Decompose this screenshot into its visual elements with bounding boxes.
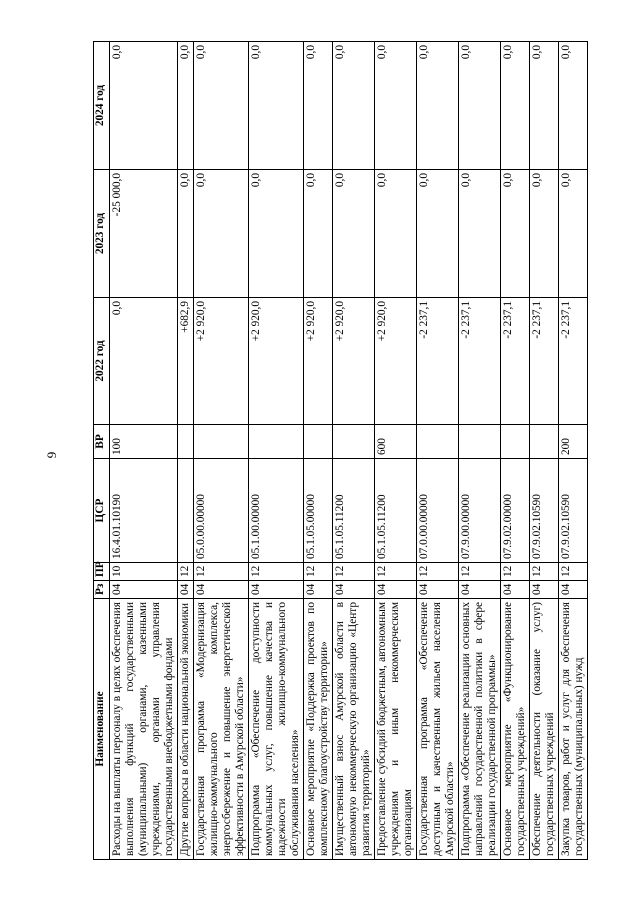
table-header-row [94, 42, 110, 860]
cell-2022: -2 237,1 [530, 298, 559, 425]
cell-vr [304, 425, 333, 459]
cell-csr: 07.9.02.10590 [530, 459, 559, 563]
table-frame [93, 42, 593, 860]
cell-2022: +2 920,0 [194, 298, 249, 425]
cell-csr [178, 459, 194, 563]
cell-csr: 05.1.05.00000 [304, 459, 333, 563]
cell-rz: 04 [530, 581, 559, 599]
cell-csr: 16.4.01.10190 [110, 459, 178, 563]
cell-pr: 12 [375, 563, 417, 581]
cell-rz: 04 [501, 581, 530, 599]
cell-name: Государственная программа «Модернизация жилищно-коммунального комплекса, энергосбережение и повышение энергетической эффективности в Амурской области» [194, 599, 249, 860]
cell-pr: 12 [417, 563, 459, 581]
cell-name: Основное мероприятие «Поддержка проектов по комплексному благоустройству территории» [304, 599, 333, 860]
cell-2022: +2 920,0 [333, 298, 375, 425]
cell-2024: 0,0 [530, 42, 559, 170]
cell-2024: 0,0 [459, 42, 501, 170]
cell-vr [417, 425, 459, 459]
cell-2023: 0,0 [501, 170, 530, 298]
cell-rz: 04 [417, 581, 459, 599]
cell-2022: -2 237,1 [417, 298, 459, 425]
cell-rz: 04 [110, 581, 178, 599]
table-row [110, 42, 178, 860]
cell-vr: 100 [110, 425, 178, 459]
cell-rz: 04 [375, 581, 417, 599]
cell-name: Государственная программа «Обеспечение доступным и качественным жильем населения Амурской области» [417, 599, 459, 860]
cell-csr: 07.9.02.00000 [501, 459, 530, 563]
cell-2024: 0,0 [501, 42, 530, 170]
cell-2024: 0,0 [249, 42, 304, 170]
cell-name: Имущественный взнос Амурской области в автономную некоммерческую организацию «Центр развития территорий» [333, 599, 375, 860]
cell-rz: 04 [459, 581, 501, 599]
cell-name: Закупка товаров, работ и услуг для обеспечения государственных (муниципальных) нужд [559, 599, 588, 860]
cell-pr: 12 [333, 563, 375, 581]
cell-2024: 0,0 [417, 42, 459, 170]
table-row [559, 42, 588, 860]
table-row [194, 42, 249, 860]
cell-pr: 12 [459, 563, 501, 581]
cell-name: Подпрограмма «Обеспечение реализации основных направлений государственной политики в сфере реализации государственной программы» [459, 599, 501, 860]
cell-rz: 04 [333, 581, 375, 599]
table-body [110, 42, 588, 860]
cell-vr [178, 425, 194, 459]
cell-csr: 07.9.00.00000 [459, 459, 501, 563]
cell-name: Основное мероприятие «Функционирование государственных учреждений» [501, 599, 530, 860]
cell-2023: 0,0 [333, 170, 375, 298]
cell-2023: 0,0 [249, 170, 304, 298]
rotated-table-wrapper [93, 42, 593, 860]
cell-rz: 04 [249, 581, 304, 599]
page-number: 9 [44, 451, 59, 459]
header-rz: Рз [94, 581, 110, 599]
header-name: Наименование [94, 599, 110, 860]
cell-2022: +2 920,0 [304, 298, 333, 425]
cell-vr: 200 [559, 425, 588, 459]
cell-2023: 0,0 [459, 170, 501, 298]
cell-2022: +682,9 [178, 298, 194, 425]
cell-rz: 04 [304, 581, 333, 599]
cell-pr: 12 [304, 563, 333, 581]
cell-2022: +2 920,0 [375, 298, 417, 425]
cell-2022: +2 920,0 [249, 298, 304, 425]
cell-2023: 0,0 [178, 170, 194, 298]
cell-name: Предоставление субсидий бюджетным, автономным учреждениям и иным некоммерческим организациям [375, 599, 417, 860]
header-2024: 2024 год [94, 42, 110, 170]
cell-rz: 04 [559, 581, 588, 599]
budget-table [93, 41, 588, 860]
cell-2023: 0,0 [559, 170, 588, 298]
table-row [249, 42, 304, 860]
cell-2024: 0,0 [333, 42, 375, 170]
cell-vr [249, 425, 304, 459]
table-row [375, 42, 417, 860]
cell-vr [530, 425, 559, 459]
cell-pr: 12 [530, 563, 559, 581]
cell-2023: 0,0 [304, 170, 333, 298]
cell-pr: 12 [559, 563, 588, 581]
cell-2024: 0,0 [375, 42, 417, 170]
cell-vr [501, 425, 530, 459]
cell-2024: 0,0 [559, 42, 588, 170]
table-row [417, 42, 459, 860]
cell-vr: 600 [375, 425, 417, 459]
cell-2022: -2 237,1 [559, 298, 588, 425]
cell-2023: 0,0 [194, 170, 249, 298]
cell-vr [333, 425, 375, 459]
table-row [459, 42, 501, 860]
cell-2023: 0,0 [530, 170, 559, 298]
cell-pr: 12 [249, 563, 304, 581]
cell-2022: 0,0 [110, 298, 178, 425]
cell-2022: -2 237,1 [459, 298, 501, 425]
table-row [501, 42, 530, 860]
cell-2024: 0,0 [110, 42, 178, 170]
header-pr: ПР [94, 563, 110, 581]
cell-2022: -2 237,1 [501, 298, 530, 425]
table-row [178, 42, 194, 860]
cell-csr: 05.1.05.11200 [375, 459, 417, 563]
cell-2024: 0,0 [304, 42, 333, 170]
cell-pr: 12 [194, 563, 249, 581]
cell-vr [459, 425, 501, 459]
cell-csr: 07.9.02.10590 [559, 459, 588, 563]
cell-2024: 0,0 [178, 42, 194, 170]
cell-2023: -25 000,0 [110, 170, 178, 298]
table-row [530, 42, 559, 860]
table-row [304, 42, 333, 860]
cell-rz: 04 [194, 581, 249, 599]
cell-vr [194, 425, 249, 459]
cell-csr: 07.0.00.00000 [417, 459, 459, 563]
cell-pr: 10 [110, 563, 178, 581]
cell-csr: 05.1.00.00000 [249, 459, 304, 563]
cell-csr: 05.1.05.11200 [333, 459, 375, 563]
cell-name: Другие вопросы в области национальной экономики [178, 599, 194, 860]
header-csr: ЦСР [94, 459, 110, 563]
cell-name: Обеспечение деятельности (оказание услуг) государственных учреждений [530, 599, 559, 860]
cell-2023: 0,0 [417, 170, 459, 298]
cell-pr: 12 [178, 563, 194, 581]
cell-name: Расходы на выплаты персоналу в целях обеспечения выполнения функций государственными (муниципальными) органами, казенными учреждениями, органами управления государственными внебюджетными фондами [110, 599, 178, 860]
cell-name: Подпрограмма «Обеспечение доступности коммунальных услуг, повышение качества и надежности жилищно-коммунального обслуживания населения» [249, 599, 304, 860]
cell-2023: 0,0 [375, 170, 417, 298]
table-row [333, 42, 375, 860]
cell-rz: 04 [178, 581, 194, 599]
header-2022: 2022 год [94, 298, 110, 425]
header-vr: ВР [94, 425, 110, 459]
cell-csr: 05.0.00.00000 [194, 459, 249, 563]
header-2023: 2023 год [94, 170, 110, 298]
cell-pr: 12 [501, 563, 530, 581]
cell-2024: 0,0 [194, 42, 249, 170]
